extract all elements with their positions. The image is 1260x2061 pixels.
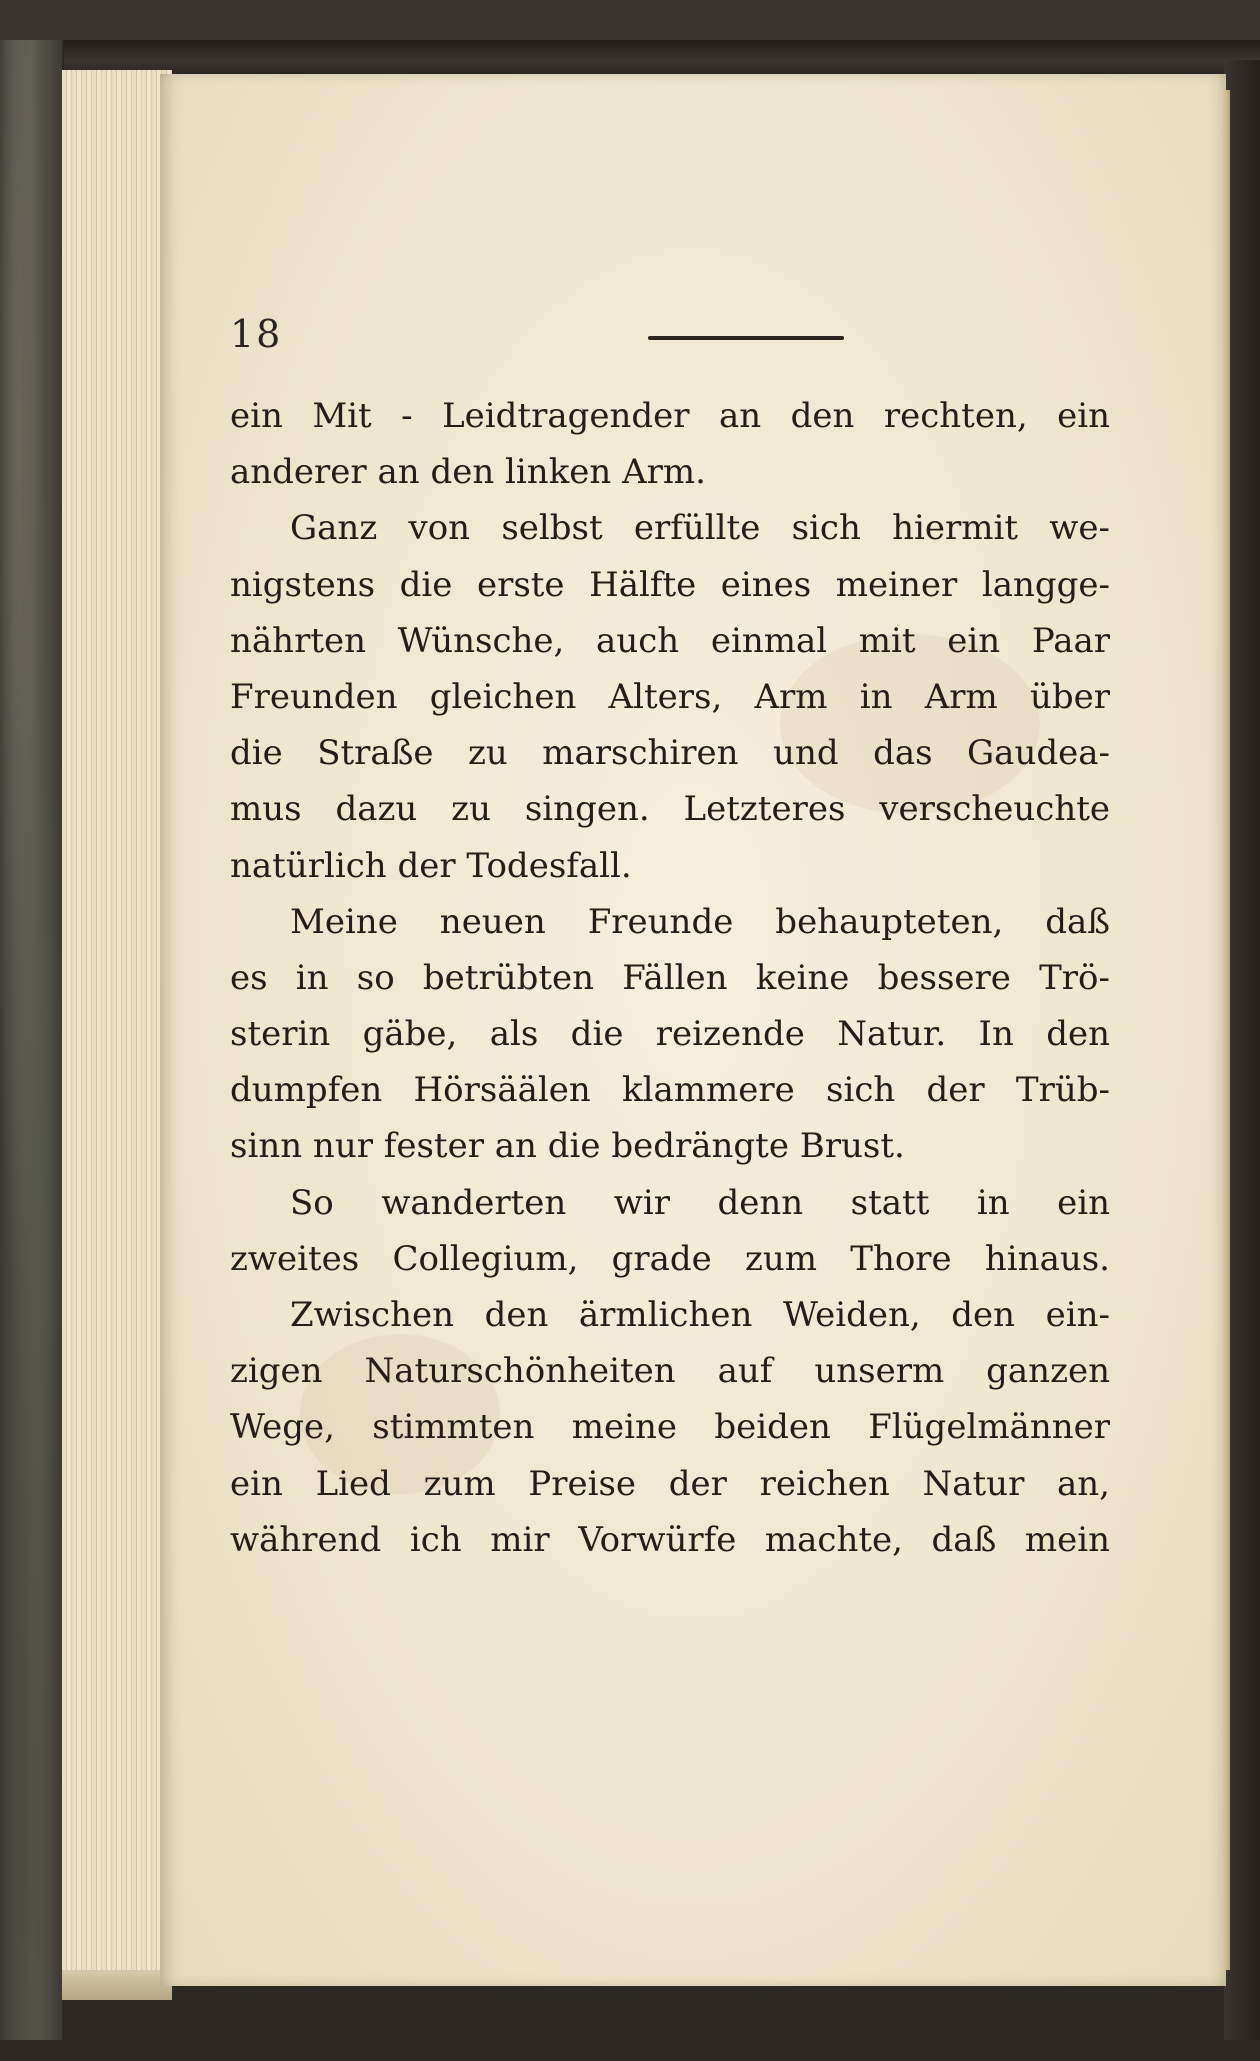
text-line: während ich mir Vorwürfe machte, daß mein (230, 1519, 1110, 1560)
text-line: natürlich der Todesfall. (230, 845, 632, 886)
text-line: Ganz von selbst erfüllte sich hiermit we- (290, 508, 1110, 549)
text-line: nährten Wünsche, auch einmal mit ein Paar (230, 620, 1110, 661)
text-line: nigstens die erste Hälfte eines meiner langge- (230, 564, 1110, 605)
header-rule (648, 336, 844, 340)
text-line: ein Lied zum Preise der reichen Natur an, (230, 1463, 1110, 1504)
book-cover-top-edge (40, 40, 1260, 74)
text-line: es in so betrübten Fällen keine bessere Trö- (230, 957, 1110, 998)
text-line: mus dazu zu singen. Letzteres verscheuchte (230, 789, 1110, 830)
text-line: dumpfen Hörsäälen klammere sich der Trüb- (230, 1070, 1110, 1111)
page-number: 18 (230, 312, 283, 356)
body-text (230, 388, 1110, 1568)
text-line: So wanderten wir denn statt in ein (290, 1182, 1110, 1223)
page-edges (62, 70, 172, 2000)
text-line: Wege, stimmten meine beiden Flügelmänner (230, 1407, 1110, 1448)
text-line: ein Mit - Leidtragender an den rechten, ein (230, 396, 1110, 436)
text-line: sterin gäbe, als die reizende Natur. In den (230, 1014, 1110, 1055)
text-line: anderer an den linken Arm. (230, 452, 706, 493)
marbled-book-cover (0, 40, 64, 2040)
text-line: Freunden gleichen Alters, Arm in Arm über (230, 676, 1110, 717)
text-line: sinn nur fester an die bedrängte Brust. (230, 1126, 905, 1167)
text-line: die Straße zu marschiren und das Gaudea- (230, 733, 1110, 774)
page-right-edge (1222, 90, 1230, 1970)
text-line: zigen Naturschönheiten auf unserm ganzen (230, 1351, 1110, 1392)
text-line: Meine neuen Freunde behaupteten, daß (290, 901, 1110, 942)
text-line: zweites Collegium, grade zum Thore hinaus. (230, 1238, 1110, 1279)
text-line: Zwischen den ärmlichen Weiden, den ein- (290, 1295, 1110, 1335)
